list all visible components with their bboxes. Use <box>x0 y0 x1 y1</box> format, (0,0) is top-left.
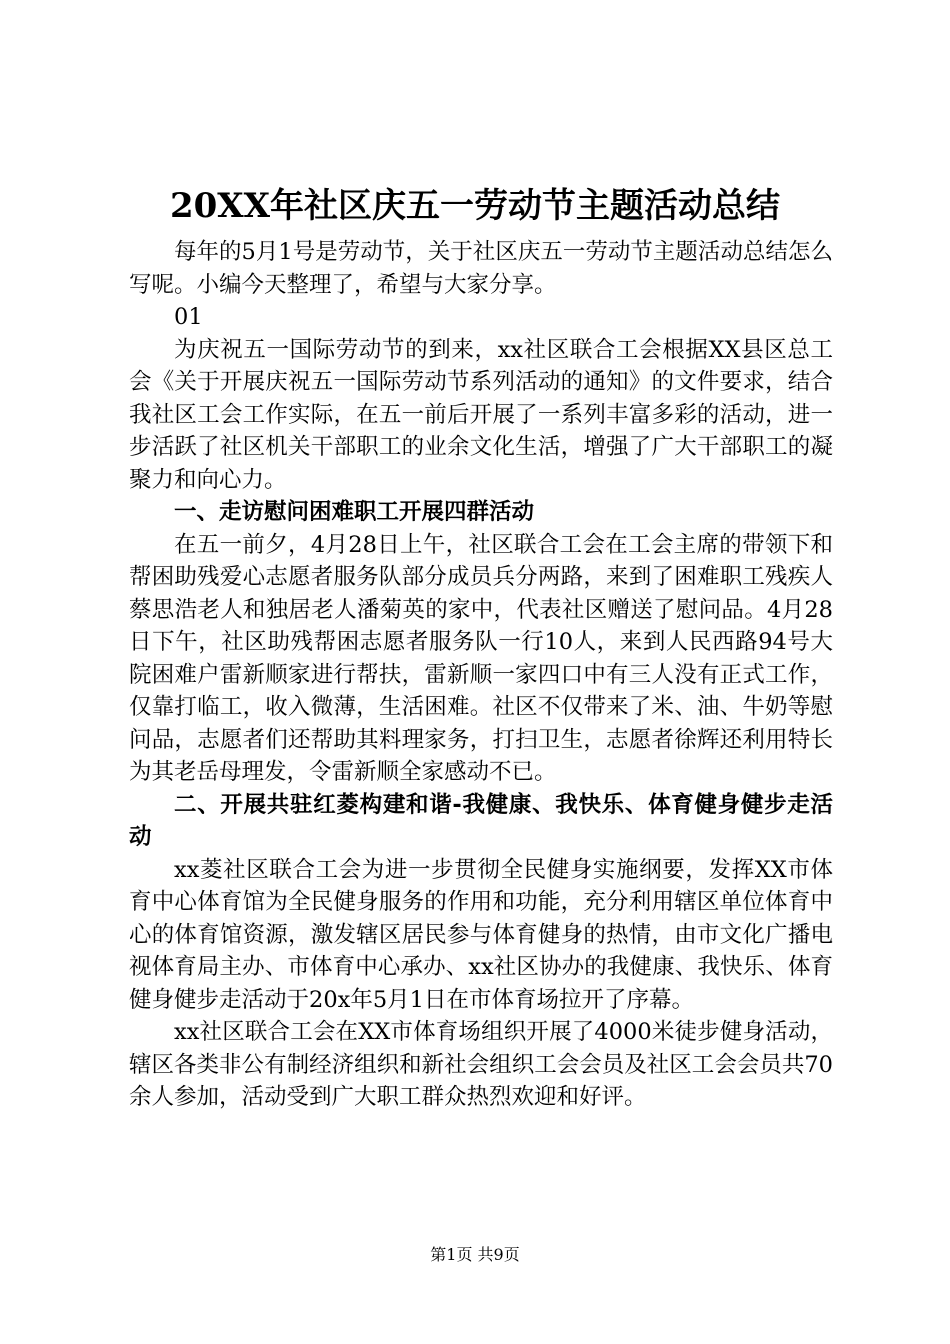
section-heading: 一、走访慰问困难职工开展四群活动 <box>174 499 535 525</box>
body-paragraph: xx菱社区联合工会为进一步贯彻全民健身实施纲要，发挥XX市体育中心体育馆为全民健身服务的作用和功能，充分利用辖区单位体育中心的体育馆资源，激发辖区居民参与体育健身的热情，由市文化广播电视体育局主办、市体育中心承办、xx社区协办的我健康、我快乐、体育健身健步走活动于20x年5月1日在市体育场拉开了序幕。 <box>129 856 833 1013</box>
body-paragraph: xx社区联合工会在XX市体育场组织开展了4000米徒步健身活动，辖区各类非公有制经济组织和新社会组织工会会员及社区工会会员共70余人参加，活动受到广大职工群众热烈欢迎和好评。 <box>129 1019 833 1110</box>
document-body <box>129 236 833 1114</box>
page-indicator: 第1页 共9页 <box>430 1245 520 1264</box>
intro-paragraph: 每年的5月1号是劳动节，关于社区庆五一劳动节主题活动总结怎么写呢。小编今天整理了，希望与大家分享。 <box>129 239 833 298</box>
body-paragraph: 在五一前夕，4月28日上午，社区联合工会在工会主席的带领下和帮困助残爱心志愿者服务队部分成员兵分两路，来到了困难职工残疾人蔡思浩老人和独居老人潘菊英的家中，代表社区赠送了慰问品。4月28日下午，社区助残帮困志愿者服务队一行10人，来到人民西路94号大院困难户雷新顺家进行帮扶，雷新顺一家四口中有三人没有正式工作，仅靠打临工，收入微薄，生活困难。社区不仅带来了米、油、牛奶等慰问品，志愿者们还帮助其料理家务，打扫卫生，志愿者徐辉还利用特长为其老岳母理发，令雷新顺全家感动不已。 <box>129 531 833 785</box>
body-paragraph: 为庆祝五一国际劳动节的到来，xx社区联合工会根据XX县区总工会《关于开展庆祝五一国际劳动节系列活动的通知》的文件要求，结合我社区工会工作实际，在五一前后开展了一系列丰富多彩的活动，进一步活跃了社区机关干部职工的业余文化生活，增强了广大干部职工的凝聚力和向心力。 <box>129 336 833 493</box>
document-title: 20XX年社区庆五一劳动节主题活动总结 <box>169 186 781 226</box>
section-heading: 二、开展共驻红菱构建和谐-我健康、我快乐、体育健身健步走活动 <box>129 791 833 850</box>
section-number: 01 <box>174 304 203 330</box>
